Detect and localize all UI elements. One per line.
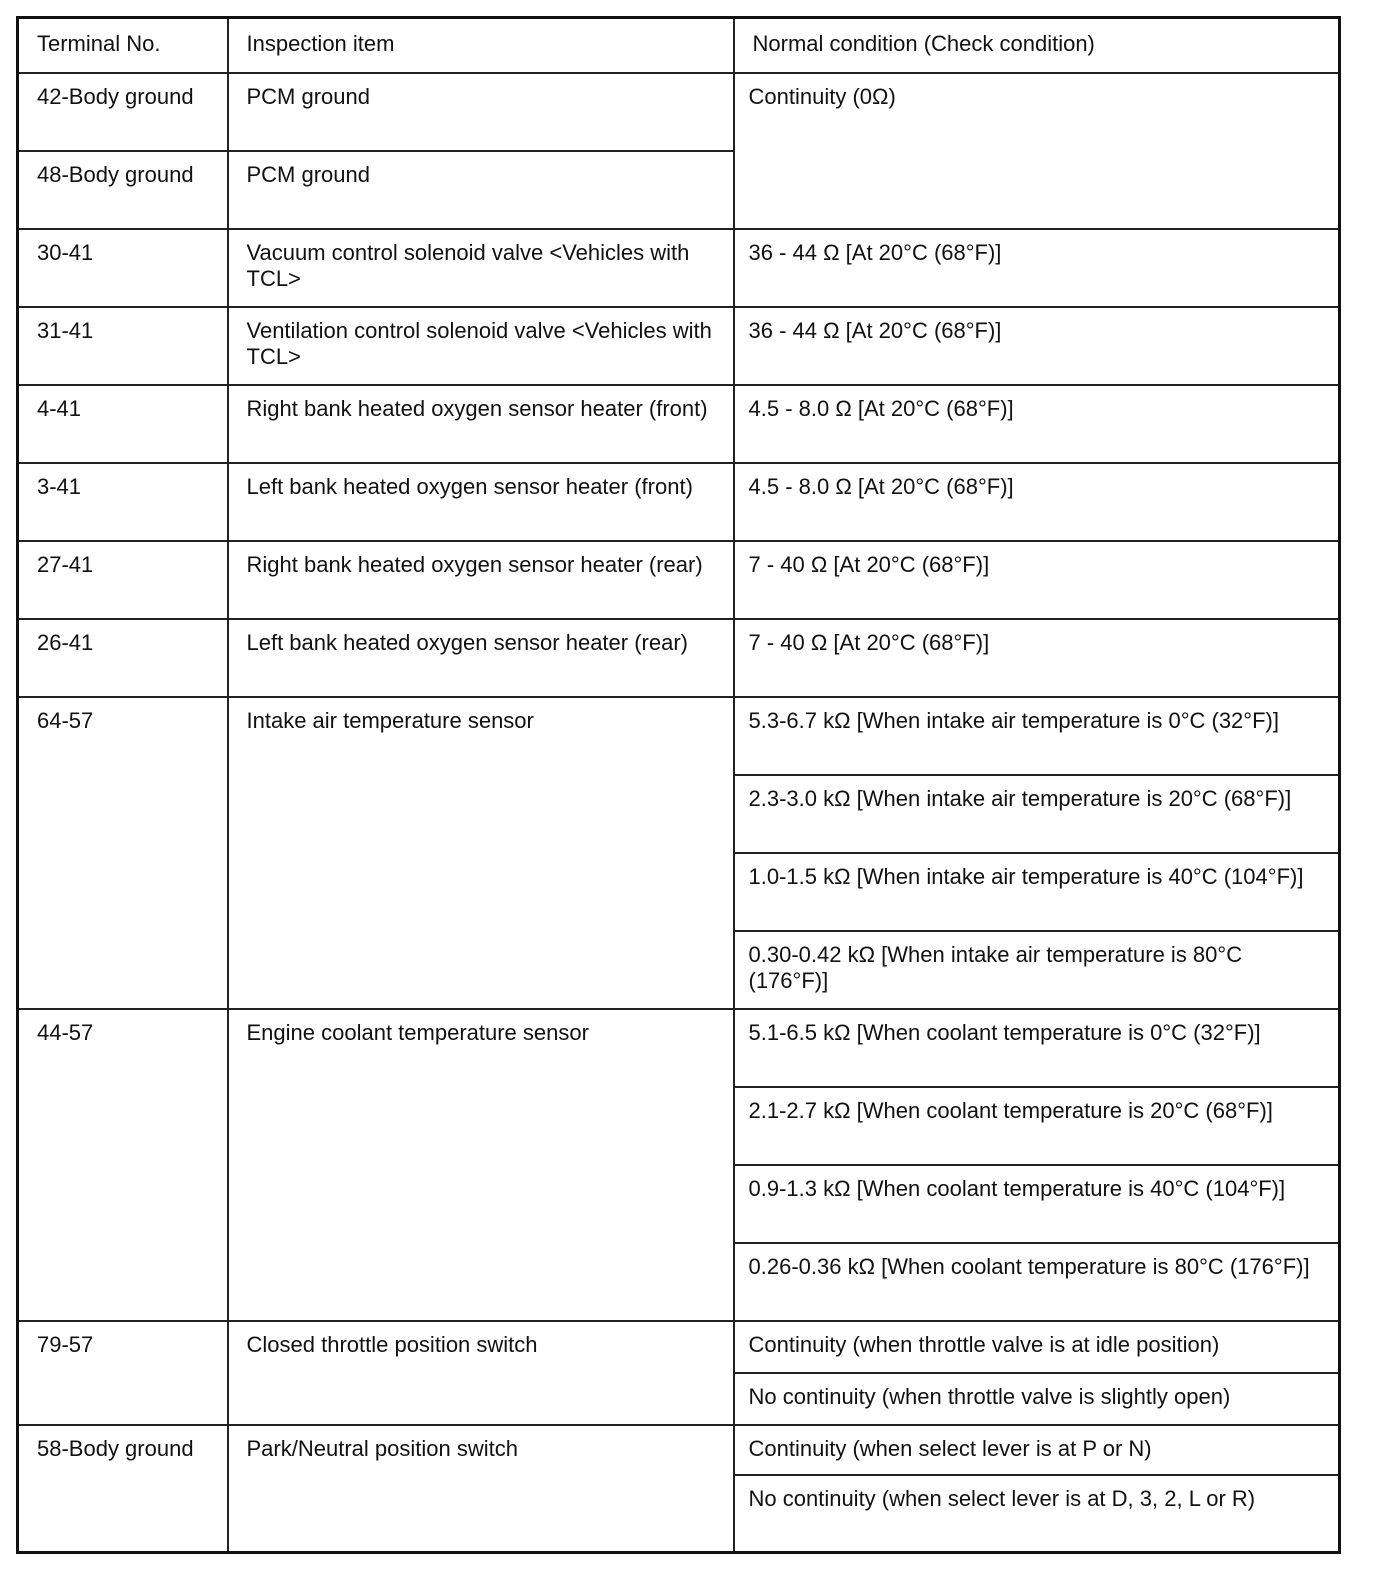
condition-cell: 4.5 - 8.0 Ω [At 20°C (68°F)]: [734, 385, 1340, 463]
table-row: [18, 1009, 1340, 1087]
condition-cell: 4.5 - 8.0 Ω [At 20°C (68°F)]: [734, 463, 1340, 541]
item-cell: Vacuum control solenoid valve <Vehicles with TCL>: [228, 229, 734, 307]
condition-cell: Continuity (0Ω): [734, 73, 1340, 229]
table-row: [18, 463, 1340, 541]
item-cell: PCM ground: [228, 151, 734, 229]
condition-cell: 2.3-3.0 kΩ [When intake air temperature is 20°C (68°F)]: [734, 775, 1340, 853]
condition-cell: 7 - 40 Ω [At 20°C (68°F)]: [734, 619, 1340, 697]
table-row: [18, 697, 1340, 775]
item-cell: Ventilation control solenoid valve <Vehicles with TCL>: [228, 307, 734, 385]
item-cell: Intake air temperature sensor: [228, 697, 734, 1009]
condition-cell: 5.1-6.5 kΩ [When coolant temperature is 0°C (32°F)]: [734, 1009, 1340, 1087]
terminal-cell: 3-41: [18, 463, 228, 541]
condition-cell: No continuity (when throttle valve is slightly open): [734, 1373, 1340, 1425]
condition-cell: 1.0-1.5 kΩ [When intake air temperature is 40°C (104°F)]: [734, 853, 1340, 931]
table-row: [18, 385, 1340, 463]
header-inspection-item: Inspection item: [228, 18, 734, 73]
condition-cell: 36 - 44 Ω [At 20°C (68°F)]: [734, 229, 1340, 307]
inspection-sheet: [16, 16, 1338, 1554]
condition-cell: 0.26-0.36 kΩ [When coolant temperature is 80°C (176°F)]: [734, 1243, 1340, 1321]
item-cell: Left bank heated oxygen sensor heater (rear): [228, 619, 734, 697]
terminal-cell: 27-41: [18, 541, 228, 619]
table-row: [18, 307, 1340, 385]
table-row: [18, 73, 1340, 151]
condition-cell: 7 - 40 Ω [At 20°C (68°F)]: [734, 541, 1340, 619]
item-cell: Right bank heated oxygen sensor heater (rear): [228, 541, 734, 619]
terminal-cell: 30-41: [18, 229, 228, 307]
table-row: [18, 1425, 1340, 1475]
condition-cell: 0.30-0.42 kΩ [When intake air temperature is 80°C (176°F)]: [734, 931, 1340, 1009]
condition-cell: 36 - 44 Ω [At 20°C (68°F)]: [734, 307, 1340, 385]
terminal-cell: 42-Body ground: [18, 73, 228, 151]
table-row: [18, 619, 1340, 697]
terminal-cell: 44-57: [18, 1009, 228, 1321]
condition-cell: Continuity (when select lever is at P or N): [734, 1425, 1340, 1475]
condition-cell: 5.3-6.7 kΩ [When intake air temperature is 0°C (32°F)]: [734, 697, 1340, 775]
condition-cell: 2.1-2.7 kΩ [When coolant temperature is 20°C (68°F)]: [734, 1087, 1340, 1165]
header-normal-condition: Normal condition (Check condition): [734, 18, 1340, 73]
item-cell: Engine coolant temperature sensor: [228, 1009, 734, 1321]
item-cell: Closed throttle position switch: [228, 1321, 734, 1425]
item-cell: PCM ground: [228, 73, 734, 151]
terminal-cell: 48-Body ground: [18, 151, 228, 229]
terminal-inspection-table: [16, 16, 1341, 1554]
header-terminal-no: Terminal No.: [18, 18, 228, 73]
table-row: [18, 229, 1340, 307]
condition-cell: Continuity (when throttle valve is at idle position): [734, 1321, 1340, 1373]
table-row: [18, 1321, 1340, 1373]
terminal-cell: 58-Body ground: [18, 1425, 228, 1553]
item-cell: Park/Neutral position switch: [228, 1425, 734, 1553]
header-row: [18, 18, 1340, 73]
terminal-cell: 79-57: [18, 1321, 228, 1425]
condition-cell: 0.9-1.3 kΩ [When coolant temperature is 40°C (104°F)]: [734, 1165, 1340, 1243]
table-row: [18, 541, 1340, 619]
terminal-cell: 64-57: [18, 697, 228, 1009]
terminal-cell: 26-41: [18, 619, 228, 697]
item-cell: Left bank heated oxygen sensor heater (front): [228, 463, 734, 541]
item-cell: Right bank heated oxygen sensor heater (front): [228, 385, 734, 463]
terminal-cell: 4-41: [18, 385, 228, 463]
terminal-cell: 31-41: [18, 307, 228, 385]
condition-cell: No continuity (when select lever is at D, 3, 2, L or R): [734, 1475, 1340, 1553]
